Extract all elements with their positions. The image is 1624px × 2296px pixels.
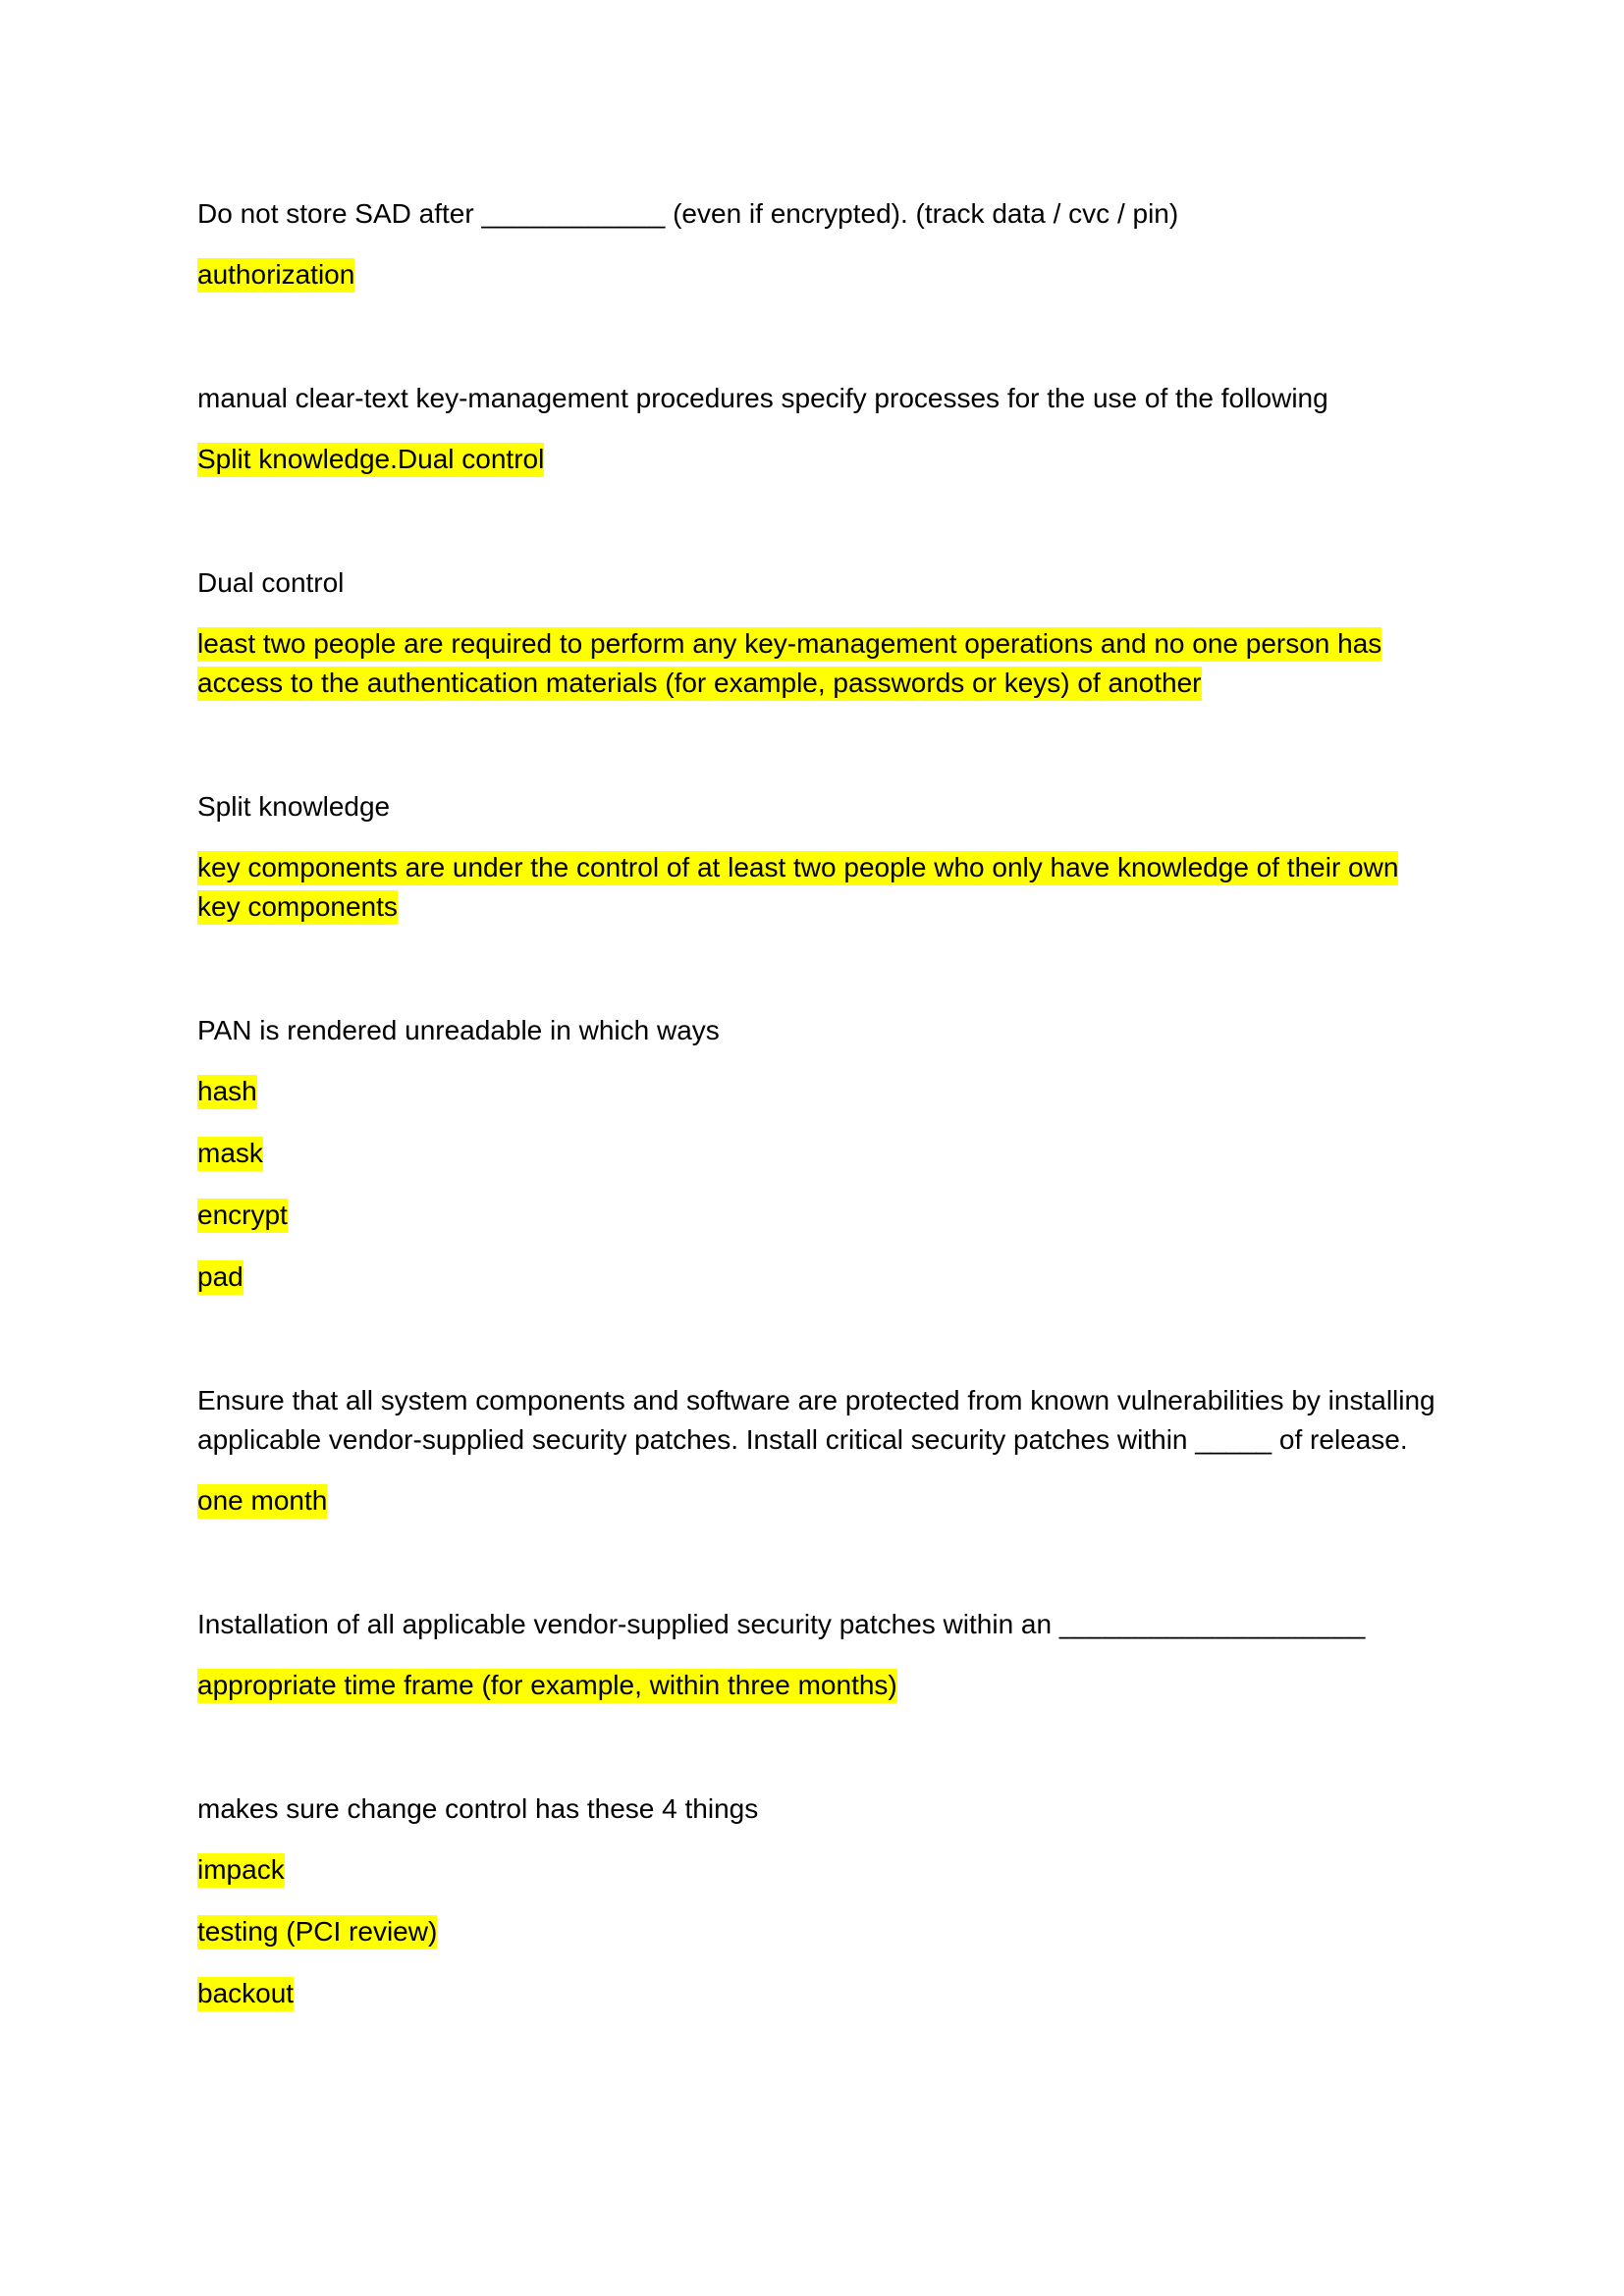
qa-block-split-knowledge: [197, 787, 1444, 927]
question-text: makes sure change control has these 4 things: [197, 1793, 759, 1824]
question-text: Dual control: [197, 567, 345, 598]
answer-item: [197, 848, 1444, 927]
question-text: manual clear-text key-management procedures specify processes for the use of the following: [197, 383, 1328, 413]
answer-item: [197, 1257, 1444, 1297]
highlighted-answer: impack: [197, 1853, 285, 1888]
answer-list: [197, 848, 1444, 927]
answer-list: [197, 1850, 1444, 2013]
answer-item: [197, 440, 1444, 479]
highlighted-answer: appropriate time frame (for example, within three months): [197, 1669, 897, 1703]
question-text: Split knowledge: [197, 791, 391, 822]
highlighted-answer: encrypt: [197, 1199, 288, 1233]
answer-item: [197, 255, 1444, 294]
qa-block-dual-control: [197, 563, 1444, 703]
qa-block-key-management: [197, 379, 1444, 479]
question-text: Do not store SAD after ____________ (even if encrypted). (track data / cvc / pin): [197, 198, 1179, 229]
document-content: [197, 194, 1444, 2098]
qa-block-critical-patches: [197, 1381, 1444, 1521]
highlighted-answer: key components are under the control of at least two people who only have knowledge of their own key components: [197, 851, 1398, 925]
answer-item: [197, 1850, 1444, 1890]
answer-item: [197, 1134, 1444, 1173]
answer-list: [197, 255, 1444, 294]
highlighted-answer: authorization: [197, 258, 354, 293]
question-text: Installation of all applicable vendor-supplied security patches within an ____________________: [197, 1609, 1366, 1639]
question-text: Ensure that all system components and software are protected from known vulnerabilities by installing applicable vendor-supplied security patches. Install critical security patches within _____ of release.: [197, 1385, 1435, 1455]
answer-item: [197, 1974, 1444, 2013]
highlighted-answer: hash: [197, 1075, 257, 1109]
answer-item: [197, 1072, 1444, 1111]
qa-block-change-control: [197, 1789, 1444, 2013]
highlighted-answer: backout: [197, 1977, 294, 2011]
highlighted-answer: pad: [197, 1260, 244, 1295]
question-text: PAN is rendered unreadable in which ways: [197, 1015, 720, 1045]
answer-item: [197, 1481, 1444, 1521]
highlighted-answer: one month: [197, 1484, 327, 1519]
answer-list: [197, 1481, 1444, 1521]
qa-block-patch-timeframe: [197, 1605, 1444, 1705]
answer-item: [197, 1666, 1444, 1705]
answer-list: [197, 624, 1444, 703]
answer-list: [197, 440, 1444, 479]
highlighted-answer: Split knowledge.Dual control: [197, 443, 544, 477]
answer-list: [197, 1666, 1444, 1705]
highlighted-answer: least two people are required to perform any key-management operations and no one person has access to the authentication materials (for example, passwords or keys) of another: [197, 627, 1381, 701]
highlighted-answer: mask: [197, 1137, 263, 1171]
answer-item: [197, 1912, 1444, 1951]
qa-block-pan-unreadable: [197, 1011, 1444, 1297]
qa-block-sad: [197, 194, 1444, 294]
answer-list: [197, 1072, 1444, 1297]
answer-item: [197, 624, 1444, 703]
answer-item: [197, 1196, 1444, 1235]
highlighted-answer: testing (PCI review): [197, 1915, 437, 1949]
